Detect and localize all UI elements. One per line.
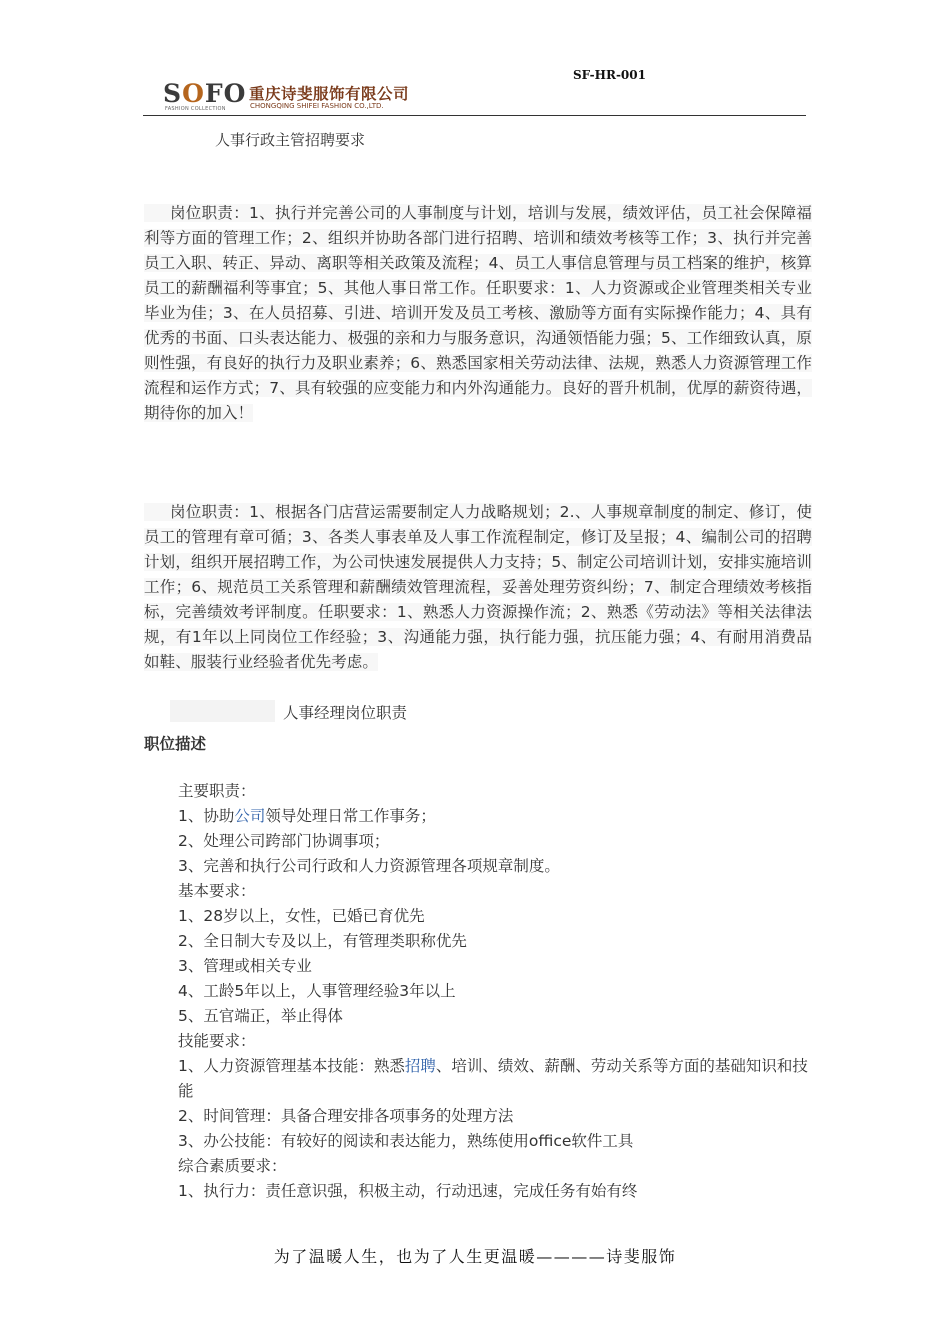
title-highlight — [170, 700, 275, 722]
list-item: 2、全日制大专及以上，有管理类职称优先 — [178, 932, 467, 950]
list-item: 2、处理公司跨部门协调事项； — [178, 832, 390, 850]
list-item: 3、完善和执行公司行政和人力资源管理各项规章制度。 — [178, 857, 560, 875]
company-name-cn: 重庆诗斐服饰有限公司 — [249, 85, 410, 103]
list-item: 1、协助公司领导处理日常工作事务； — [178, 807, 436, 825]
header-divider — [143, 115, 806, 116]
skill-requirements-label: 技能要求： — [178, 1032, 256, 1050]
basic-requirements-label: 基本要求： — [178, 882, 256, 900]
company-link[interactable]: 公司 — [234, 807, 266, 825]
job-description-heading: 职位描述 — [144, 735, 207, 753]
main-duties-label: 主要职责： — [178, 782, 256, 800]
section-title-admin-supervisor: 人事行政主管招聘要求 — [215, 131, 366, 149]
section-title-hr-manager: 人事经理岗位职责 — [283, 704, 408, 722]
paragraph-text: 岗位职责：1、根据各门店营运需要制定人力战略规划；2.、人事规章制度的制定、修订，使员工的管理有章可循；3、各类人事表单及人事工作流程制定，修订及呈报；4、编制公司的招聘计划，组织开展招聘工作，为公司快速发展提供人力支持；5、制定公司培训计划，安排实施培训工作；6、规范员工关系管理和薪酬绩效管理流程，妥善处理劳资纠纷；7、制定合理绩效考核指标，完善绩效考评制度。任职要求：1、熟悉人力资源操作流；2、熟悉《劳动法》等相关法律法规，有1年以上同岗位工作经验；3、沟通能力强，执行能力强，抗压能力强；4、有耐用消费品如鞋、服装行业经验者优先考虑。 — [144, 503, 812, 671]
paragraph-text: 岗位职责：1、执行并完善公司的人事制度与计划，培训与发展，绩效评估，员工社会保障福利等方面的管理工作；2、组织并协助各部门进行招聘、培训和绩效考核等工作；3、执行并完善员工入职、转正、异动、离职等相关政策及流程；4、员工人事信息管理与员工档案的维护，核算员工的薪酬福利等事宜；5、其他人事日常工作。任职要求：1、人力资源或企业管理类相关专业毕业为佳；3、在人员招募、引进、培训开发及员工考核、激励等方面有实际操作能力；4、具有优秀的书面、口头表达能力、极强的亲和力与服务意识，沟通领悟能力强；5、工作细致认真，原则性强，有良好的执行力及职业素养；6、熟悉国家相关劳动法律、法规，熟悉人力资源管理工作流程和运作方式；7、具有较强的应变能力和内外沟通能力。良好的晋升机制，优厚的薪资待遇，期待你的加入！ — [144, 204, 812, 422]
company-name-en: CHONGQING SHIFEI FASHION CO.,LTD. — [250, 102, 384, 110]
logo-tagline: FASHION COLLECTION — [165, 106, 226, 112]
logo-mark: SOFO — [163, 79, 247, 108]
list-item: 5、五官端正，举止得体 — [178, 1007, 343, 1025]
footer-slogan: 为了温暖人生，也为了人生更温暖————诗斐服饰 — [273, 1247, 677, 1266]
list-item: 1、执行力：责任意识强，积极主动，行动迅速，完成任务有始有终 — [178, 1182, 638, 1200]
list-item: 1、人力资源管理基本技能：熟悉招聘、培训、绩效、薪酬、劳动关系等方面的基础知识和技能 — [178, 1057, 808, 1100]
job-description-list — [178, 779, 813, 1204]
recruitment-link[interactable]: 招聘 — [404, 1057, 436, 1075]
quality-requirements-label: 综合素质要求： — [178, 1157, 287, 1175]
list-item: 3、管理或相关专业 — [178, 957, 312, 975]
list-item: 4、工龄5年以上，人事管理经验3年以上 — [178, 982, 456, 1000]
list-item: 2、时间管理：具备合理安排各项事务的处理方法 — [178, 1107, 514, 1125]
document-number: SF-HR-001 — [573, 68, 646, 82]
list-item: 1、28岁以上，女性，已婚已育优先 — [178, 907, 425, 925]
paragraph-admin-supervisor-duties — [144, 201, 812, 426]
list-item: 3、办公技能：有较好的阅读和表达能力，熟练使用office软件工具 — [178, 1132, 634, 1150]
paragraph-hr-duties — [144, 500, 812, 675]
